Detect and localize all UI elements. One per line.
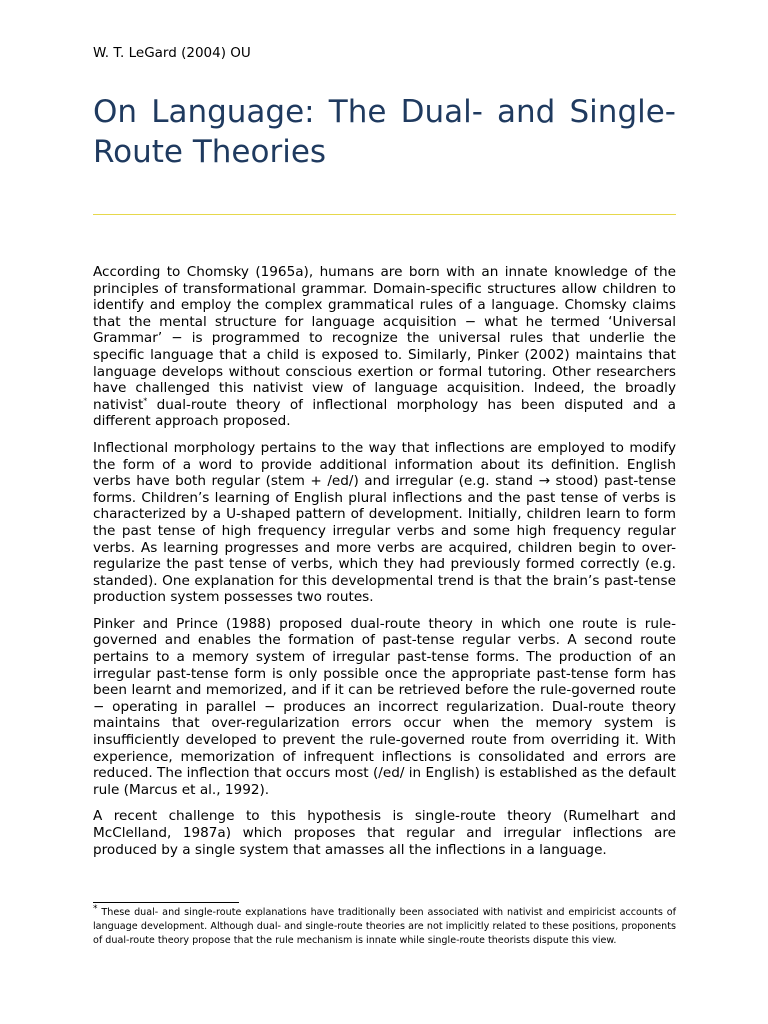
- footnote-reference: *: [143, 396, 148, 406]
- body-text: [93, 264, 676, 868]
- footnote-separator: [93, 902, 239, 903]
- title-divider: [93, 214, 676, 215]
- footnote-text: These dual- and single-route explanations have traditionally been associated with nativist and empiricist accounts of language development. Although dual- and single-route theories are not implicitly related to these positions, proponents of dual-route theory propose that the rule mechanism is innate while single-route theorists dispute this view.: [93, 907, 676, 946]
- footnote: [93, 903, 676, 948]
- paragraph-4: A recent challenge to this hypothesis is single-route theory (Rumelhart and McClelland, 1987a) which proposes that regular and irregular inflections are produced by a single system that amasses all the inflections in a language.: [93, 808, 676, 858]
- paragraph-1-text-continued: dual-route theory of inflectional morphology has been disputed and a different approach proposed.: [93, 396, 676, 430]
- paragraph-1-text: According to Chomsky (1965a), humans are born with an innate knowledge of the principles of transformational grammar. Domain-specific structures allow children to identify and employ the complex grammatical rules of a language. Chomsky claims that the mental structure for language acquisition − what he termed ‘Universal Grammar’ − is programmed to recognize the universal rules that underlie the specific language that a child is exposed to. Similarly, Pinker (2002) maintains that language develops without conscious exertion or formal tutoring. Other researchers have challenged this nativist view of language acquisition. Indeed, the broadly nativist: [93, 264, 676, 413]
- paragraph-2: Inflectional morphology pertains to the way that inflections are employed to modify the form of a word to provide additional information about its definition. English verbs have both regular (stem + /ed/) and irregular (e.g. stand → stood) past-tense forms. Children’s learning of English plural inflections and the past tense of verbs is characterized by a U-shaped pattern of development. Initially, children learn to form the past tense of high frequency irregular verbs and some high frequency regular verbs. As learning progresses and more verbs are acquired, children begin to over-regularize the past tense of verbs, which they had previously formed correctly (e.g. standed). One explanation for this developmental trend is that the brain’s past-tense production system possesses two routes.: [93, 439, 676, 606]
- footnote-mark: *: [93, 903, 98, 914]
- author-citation: W. T. LeGard (2004) OU: [93, 45, 251, 61]
- paragraph-3: Pinker and Prince (1988) proposed dual-route theory in which one route is rule-governed and enables the formation of past-tense regular verbs. A second route pertains to a memory system of irregular past-tense forms. The production of an irregular past-tense form is only possible once the appropriate past-tense form has been learnt and memorized, and if it can be retrieved before the rule-governed route − operating in parallel − produces an incorrect regularization. Dual-route theory maintains that over-regularization errors occur when the memory system is insufficiently developed to prevent the rule-governed route from overriding it. With experience, memorization of infrequent inflections is consolidated and errors are reduced. The inflection that occurs most (/ed/ in English) is established as the default rule (Marcus et al., 1992).: [93, 615, 676, 798]
- document-title: On Language: The Dual- and Single-Route Theories: [93, 94, 676, 170]
- paragraph-1: [93, 264, 676, 430]
